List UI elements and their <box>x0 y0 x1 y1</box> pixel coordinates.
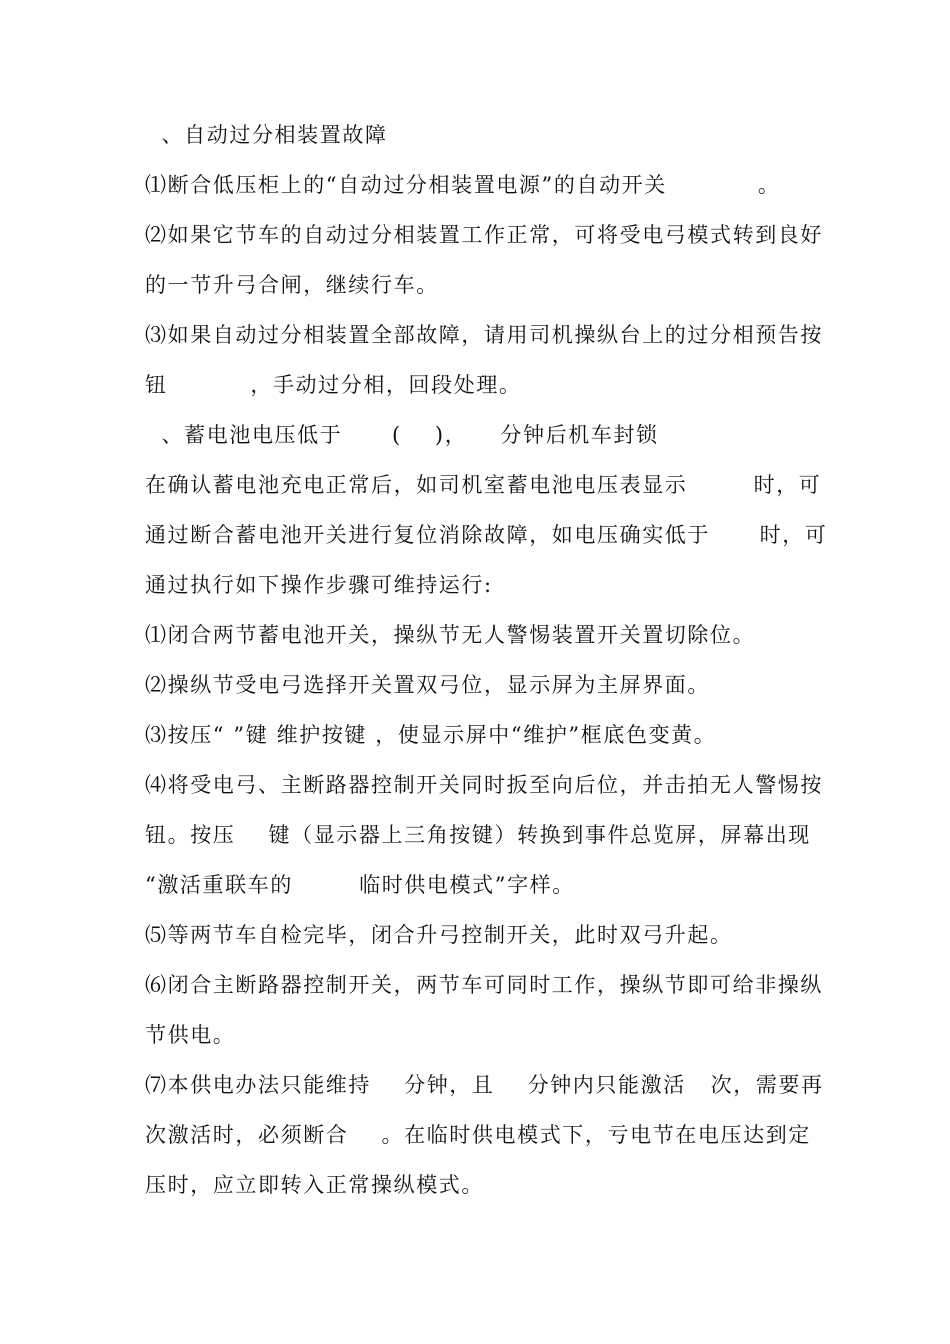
text-line: 节供电。 <box>145 1023 236 1047</box>
section-heading-auto-phase-separation: 、自动过分相装置故障 <box>145 123 388 147</box>
text-line: 通过执行如下操作步骤可维持运行: <box>145 573 493 597</box>
text-line: ⑺本供电办法只能维持 分钟，且 分钟内只能激活 次，需要再 <box>145 1073 824 1097</box>
text-line: ⑵操纵节受电弓选择开关置双弓位，显示屏为主屏界面。 <box>145 673 710 697</box>
section-heading-battery-voltage: 、蓄电池电压低于 ( )， 分钟后机车封锁 <box>145 423 659 447</box>
text-line: ⑵如果它节车的自动过分相装置工作正常，可将受电弓模式转到良好 <box>145 223 823 247</box>
text-line: 的一节升弓合闸，继续行车。 <box>145 273 439 297</box>
text-line: “激活重联车的 临时供电模式”字样。 <box>145 873 575 897</box>
text-line: ⑸等两节车自检完毕，闭合升弓控制开关，此时双弓升起。 <box>145 923 733 947</box>
text-line: ⑴闭合两节蓄电池开关，操纵节无人警惕装置开关置切除位。 <box>145 623 756 647</box>
text-line: 钮。按压 键（显示器上三角按键）转换到事件总览屏，屏幕出现 <box>145 823 811 847</box>
text-line: ⑹闭合主断路器控制开关，两节车可同时工作，操纵节即可给非操纵 <box>145 973 823 997</box>
text-line: ⑷将受电弓、主断路器控制开关同时扳至向后位，并击拍无人警惕按 <box>145 773 823 797</box>
text-line: ⑶按压“ ”键 维护按键 ，使显示屏中“维护”框底色变黄。 <box>145 723 717 747</box>
text-line: 压时，应立即转入正常操纵模式。 <box>145 1173 484 1197</box>
text-line: 钮 ，手动过分相，回段处理。 <box>145 373 522 397</box>
text-line: ⑶如果自动过分相装置全部故障，请用司机操纵台上的过分相预告按 <box>145 323 823 347</box>
text-line: 在确认蓄电池充电正常后，如司机室蓄电池电压表显示 时，可 <box>145 473 822 497</box>
text-line: ⑴断合低压柜上的“自动过分相装置电源”的自动开关 。 <box>145 173 781 197</box>
text-line: 通过断合蓄电池开关进行复位消除故障，如电压确实低于 时，可 <box>145 523 828 547</box>
text-line: 次激活时，必须断合 。在临时供电模式下，亏电节在电压达到定 <box>145 1123 811 1147</box>
